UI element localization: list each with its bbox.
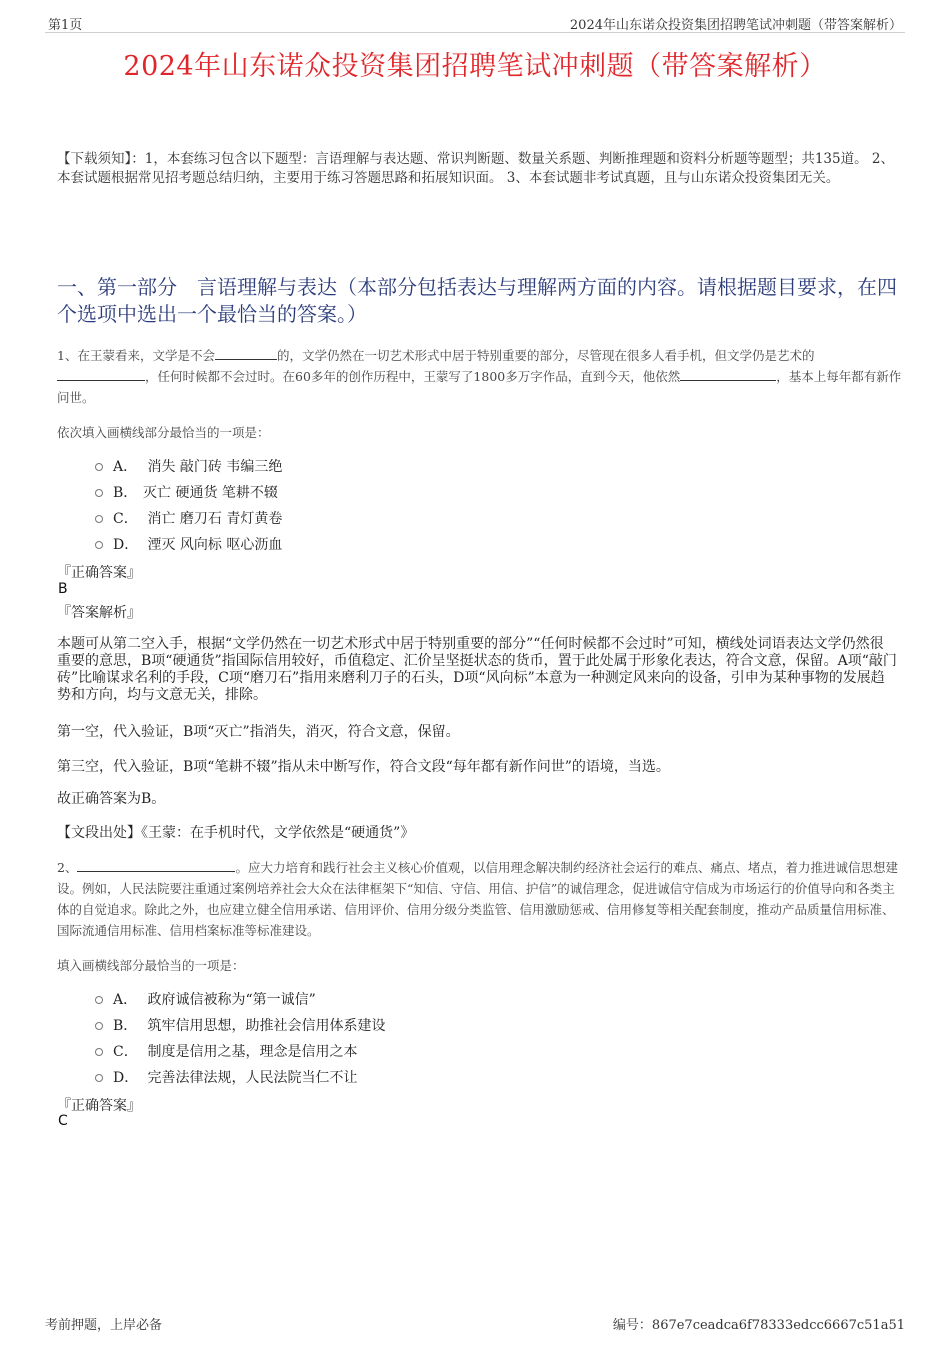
q1-analysis-conclusion: 故正确答案为B。	[57, 791, 166, 807]
q1-option-b[interactable]: B． 灭亡 硬通货 笔耕不辍	[95, 479, 282, 505]
q1-option-d[interactable]: D． 湮灭 风向标 呕心沥血	[95, 531, 282, 557]
q2-option-c[interactable]: C． 制度是信用之基，理念是信用之本	[95, 1038, 385, 1064]
radio-icon[interactable]	[95, 1074, 103, 1082]
q2-part-1: 2、	[57, 860, 78, 875]
header-doc-title: 2024年山东诺众投资集团招聘笔试冲刺题（带答案解析）	[569, 18, 902, 33]
q1-analysis-label: 『答案解析』	[57, 605, 141, 621]
blank-1	[215, 346, 277, 360]
q1-answer: B	[58, 581, 68, 597]
radio-icon[interactable]	[95, 541, 103, 549]
radio-icon[interactable]	[95, 463, 103, 471]
q1-analysis-paragraph: 第三空，代入验证，B项“笔耕不辍”指从未中断写作，符合文段“每年都有新作问世”的语境，当选。	[57, 759, 670, 775]
radio-icon[interactable]	[95, 1048, 103, 1056]
q2-option-a[interactable]: A． 政府诚信被称为“第一诚信”	[95, 986, 385, 1012]
blank-1	[77, 858, 235, 872]
q1-part-2: 的，文学仍然在一切艺术形式中居于特别重要的部分，尽管现在很多人看手机，但文学仍是艺术的	[276, 348, 815, 363]
q1-part-4: ，基本上每年都有新作问世。	[57, 369, 902, 405]
q2-option-d[interactable]: D． 完善法律法规，人民法院当仁不让	[95, 1064, 385, 1090]
question-2-prompt: 填入画横线部分最恰当的一项是：	[57, 958, 245, 973]
download-notice: 【下载须知】：1，本套练习包含以下题型：言语理解与表达题、常识判断题、数量关系题、判断推理题和资料分析题等题型；共135道。 2、本套试题根据常见招考题总结归纳，主要用于练习答题思路和拓展知识面。 3、本套试题非考试真题，且与山东诺众投资集团无关。	[57, 151, 894, 186]
question-1-prompt: 依次填入画横线部分最恰当的一项是：	[57, 425, 270, 440]
question-1-text	[57, 345, 902, 408]
q1-analysis-paragraph: 第一空，代入验证，B项“灭亡”指消失，消灭，符合文意，保留。	[57, 724, 460, 740]
question-2-text	[57, 857, 902, 941]
radio-icon[interactable]	[95, 996, 103, 1004]
q1-part-3: ，任何时候都不会过时。在60多年的创作历程中，王蒙写了1800多万字作品，直到今天，他依然	[145, 369, 681, 384]
q1-analysis-paragraph: 本题可从第二空入手，根据“文学仍然在一切艺术形式中居于特别重要的部分”“任何时候都不会过时”可知，横线处词语表达文学仍然很重要的意思，B项“硬通货”指国际信用较好，币值稳定、汇价呈坚挺状态的货币，置于此处属于形象化表达，符合文意，保留。A项“敲门砖”比喻谋求名利的手段，C项“磨刀石”指用来磨利刀子的石头，D项“风向标”本意为一种测定风来向的设备，引申为某种事物的发展趋势和方向，均与文意无关，排除。	[57, 636, 897, 703]
radio-icon[interactable]	[95, 515, 103, 523]
question-2-options	[95, 986, 385, 1090]
footer-slogan: 考前押题，上岸必备	[45, 1318, 163, 1333]
section-heading: 一、第一部分 言语理解与表达（本部分包括表达与理解两方面的内容。请根据题目要求，在四个选项中选出一个最恰当的答案。）	[57, 275, 897, 326]
q1-part-1: 1、在王蒙看来，文学是不会	[57, 348, 215, 363]
q2-option-b[interactable]: B． 筑牢信用思想，助推社会信用体系建设	[95, 1012, 385, 1038]
q2-answer: C	[58, 1113, 68, 1129]
q1-option-c[interactable]: C． 消亡 磨刀石 青灯黄卷	[95, 505, 282, 531]
page-number: 第1页	[48, 18, 83, 33]
q1-option-a[interactable]: A． 消失 敲门砖 韦编三绝	[95, 453, 282, 479]
document-title: 2024年山东诺众投资集团招聘笔试冲刺题（带答案解析）	[123, 51, 827, 82]
radio-icon[interactable]	[95, 1022, 103, 1030]
q1-source: 【文段出处】《王蒙：在手机时代，文学依然是“硬通货”》	[57, 825, 415, 841]
radio-icon[interactable]	[95, 489, 103, 497]
q2-part-2: 。应大力培育和践行社会主义核心价值观，以信用理念解决制约经济社会运行的难点、痛点、堵点，着力推进诚信思想建设。例如，人民法院要注重通过案例培养社会大众在法律框架下“知信、守信、用信、护信”的诚信理念，促进诚信守信成为市场运行的价值导向和各类主体的自觉追求。除此之外，也应建立健全信用承诺、信用评价、信用分级分类监管、信用激励惩戒、信用修复等相关配套制度，推动产品质量信用标准、国际流通信用标准、信用档案标准等标准建设。	[57, 860, 898, 938]
q1-answer-label: 『正确答案』	[57, 565, 141, 581]
blank-3	[680, 367, 776, 381]
footer-serial: 编号：867e7ceadca6f78333edcc6667c51a51	[612, 1318, 905, 1333]
question-1-options	[95, 453, 282, 557]
page-header	[45, 12, 905, 33]
blank-2	[57, 367, 145, 381]
q2-answer-label: 『正确答案』	[57, 1098, 141, 1114]
